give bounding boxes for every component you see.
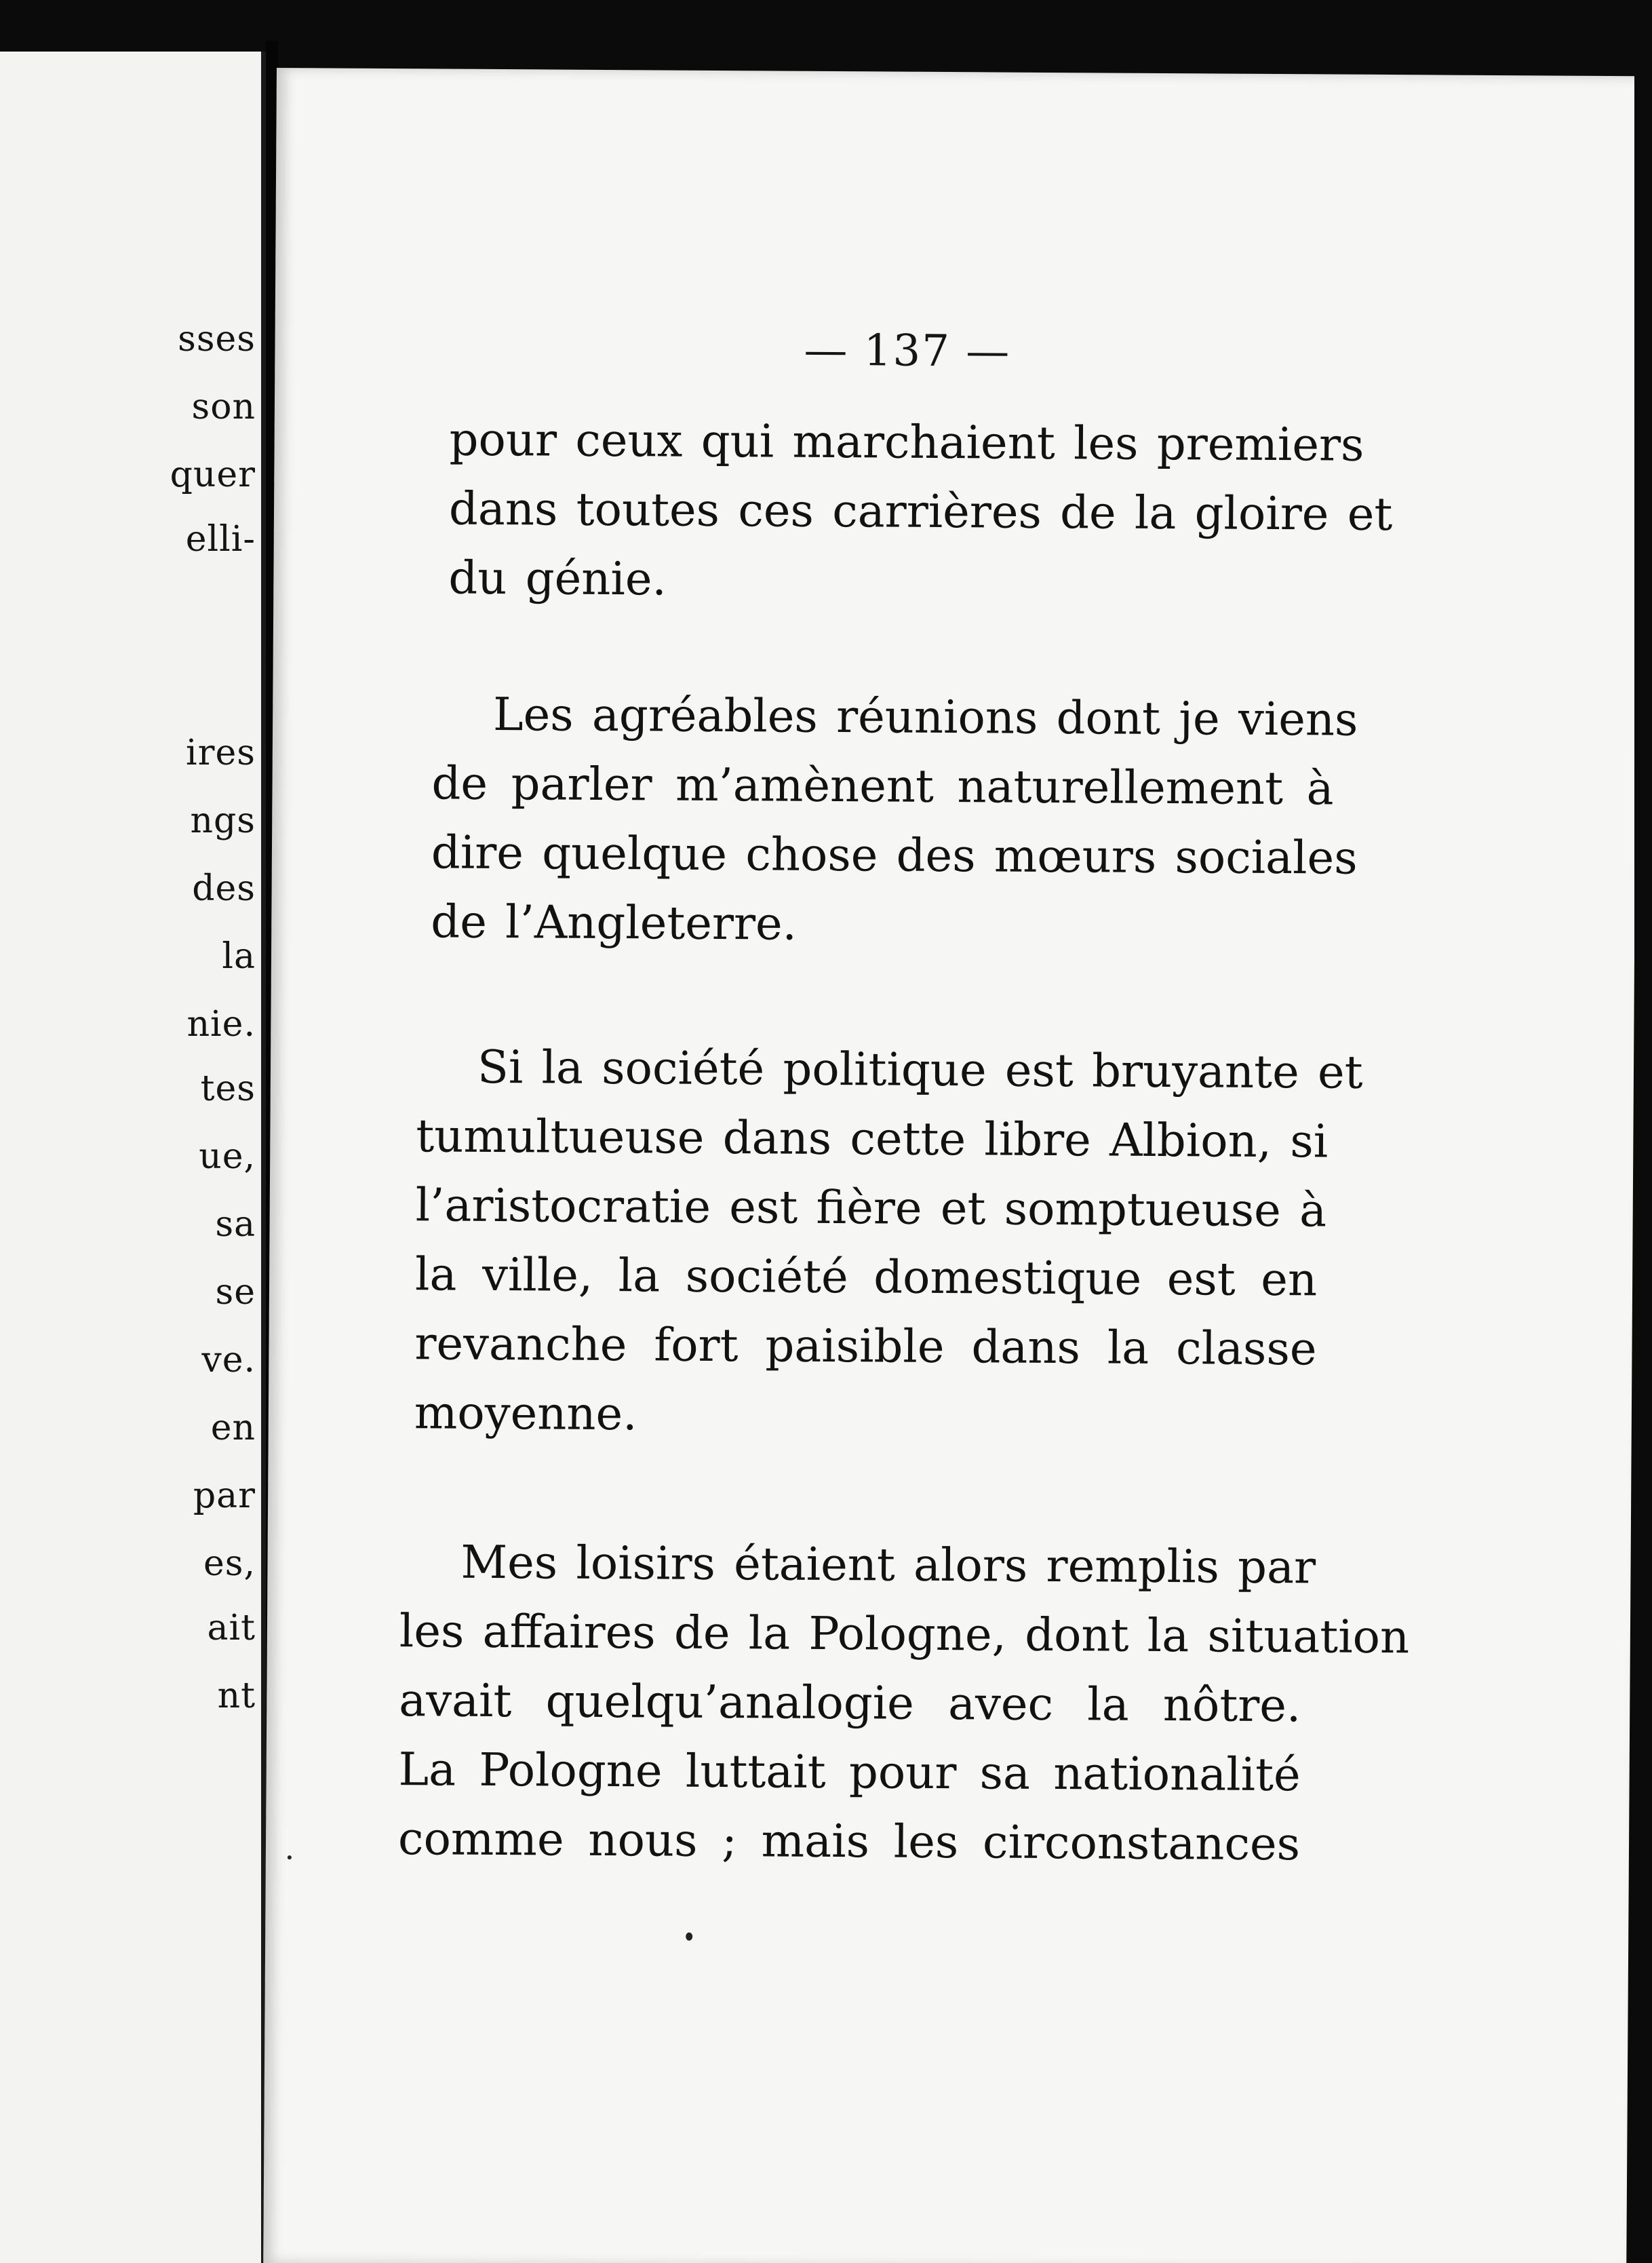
left-fragment: la bbox=[222, 936, 256, 977]
text-line: pour ceux qui marchaient les premiers bbox=[449, 412, 1364, 471]
text-line: l’aristocratie est fière et somptueuse à bbox=[415, 1178, 1327, 1237]
text-line: tumultueuse dans cette libre Albion, si bbox=[416, 1109, 1329, 1168]
left-fragment: nt bbox=[217, 1676, 256, 1716]
ink-speck bbox=[288, 1855, 292, 1859]
left-fragment: en bbox=[210, 1408, 256, 1448]
scan-border bbox=[1634, 75, 1652, 2263]
text-line: Les agréables réunions dont je viens bbox=[492, 687, 1358, 746]
left-fragment: sa bbox=[215, 1204, 256, 1245]
left-fragment: sses bbox=[178, 319, 256, 360]
left-fragment: nie. bbox=[186, 1004, 256, 1045]
text-line: dire quelque chose des mœurs sociales bbox=[431, 826, 1358, 885]
ink-speck bbox=[686, 1933, 692, 1941]
text-line: moyenne. bbox=[414, 1386, 637, 1441]
left-facing-page bbox=[0, 52, 268, 2263]
text-line: les affaires de la Pologne, dont la situation bbox=[399, 1604, 1410, 1664]
text-line: de parler m’amènent naturellement à bbox=[431, 756, 1334, 815]
right-page bbox=[263, 68, 1640, 2263]
left-fragment: ngs bbox=[190, 800, 256, 841]
left-fragment: elli- bbox=[185, 519, 256, 560]
text-line: avait quelqu’analogie avec la nôtre. bbox=[399, 1674, 1301, 1733]
text-line: La Pologne luttait pour sa nationalité bbox=[398, 1743, 1301, 1802]
paragraph bbox=[414, 1032, 1363, 1452]
left-fragment: ires bbox=[186, 733, 256, 773]
left-fragment: quer bbox=[170, 454, 256, 495]
paragraph bbox=[431, 679, 1358, 961]
left-fragment: par bbox=[193, 1475, 256, 1516]
left-fragment: ait bbox=[207, 1608, 256, 1648]
text-line: comme nous ; mais les circonstances bbox=[397, 1812, 1301, 1871]
left-fragment: tes bbox=[200, 1068, 256, 1109]
text-line: Si la société politique est bruyante et bbox=[477, 1040, 1363, 1099]
left-fragment: des bbox=[192, 868, 256, 909]
left-fragment: son bbox=[191, 387, 256, 427]
paragraph bbox=[397, 1527, 1410, 1878]
left-fragment: se bbox=[215, 1272, 256, 1313]
text-line: de l’Angleterre. bbox=[431, 895, 798, 950]
text-line: du génie. bbox=[448, 551, 667, 606]
left-fragment: es, bbox=[203, 1543, 256, 1584]
left-fragment: ve. bbox=[201, 1340, 256, 1380]
paragraph bbox=[448, 405, 1393, 618]
text-line: Mes loisirs étaient alors remplis par bbox=[460, 1535, 1316, 1594]
text-line: dans toutes ces carrières de la gloire et bbox=[448, 482, 1393, 541]
text-line: la ville, la société domestique est en bbox=[414, 1247, 1318, 1307]
page-number: — 137 — bbox=[804, 325, 1011, 377]
text-line: revanche fort paisible dans la classe bbox=[414, 1317, 1317, 1376]
left-fragment: ue, bbox=[199, 1136, 256, 1177]
